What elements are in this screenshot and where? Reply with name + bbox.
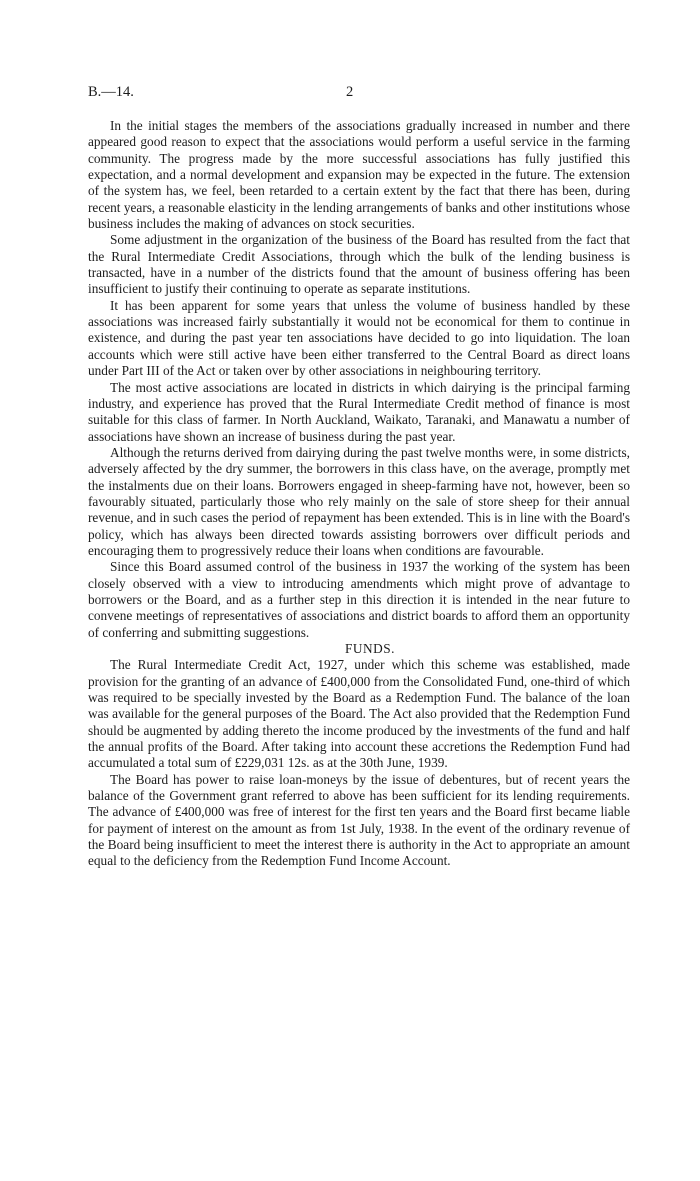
paragraph-borrowers: Although the returns derived from dairying during the past twelve months were, in some districts, adversely affected by the dry summer, the borrowers in this class have, on the average, promptly met the instalments due on their loans. Borrowers engaged in sheep-farming have not, however, been so favourably situated, particularly those who rely mainly on the sale of store sheep for their annual revenue, and in such cases the period of repayment has been extended. This is in line with the Board's policy, which has always been directed towards assisting borrowers over difficult periods and encouraging them to progressively reduce their loans when conditions are favourable. [88,444,630,558]
paragraph-dairying-districts: The most active associations are located in districts in which dairying is the principal farming industry, and experience has proved that the Rural Intermediate Credit method of finance is most suitable for this class of farmer. In North Auckland, Waikato, Taranaki, and Manawatu a number of associations have shown an increase of business during the past year. [88,379,630,444]
paragraph-loan-moneys: The Board has power to raise loan-moneys by the issue of debentures, but of recent years the balance of the Government grant referred to above has been sufficient for its lending requirements. The advance of £400,000 was free of interest for the first ten years and the Board first became liable for payment of interest on the amount as from 1st July, 1938. In the event of the ordinary revenue of the Board being insufficient to meet the interest there is authority in the Act to appropriate an amount equal to the deficiency from the Redemption Fund Income Account. [88,771,630,869]
paragraph-membership: In the initial stages the members of the associations gradually increased in number and there appeared good reason to expect that the associations would perform a useful service in the farming community. The progress made by the more successful associations has fully justified this expectation, and a normal development and expansion may be expected in the future. The extension of the system has, we feel, been retarded to a certain extent by the fact that there has been, during recent years, a reasonable elasticity in the lending arrangements of banks and other institutions whose business includes the making of advances on stock securities. [88,118,630,232]
paragraph-act-provision: The Rural Intermediate Credit Act, 1927, under which this scheme was established, made provision for the granting of an advance of £400,000 from the Consolidated Fund, one-third of which was required to be specially invested by the Board as a Redemption Fund. The balance of the loan was available for the general purposes of the Board. The Act also provided that the Redemption Fund should be augmented by adding thereto the income produced by the investments of the fund and half the annual profits of the Board. After taking into account these accretions the Redemption Fund had accumulated a total sum of £229,031 12s. as at the 30th June, 1939. [88,657,630,771]
paragraph-liquidation: It has been apparent for some years that unless the volume of business handled by these associations was increased fairly substantially it would not be economical for them to continue in existence, and during the past year ten associations have decided to go into liquidation. The loan accounts which were still active have been either transferred to the Central Board as direct loans under Part III of the Act or taken over by other associations in neighbouring territory. [88,297,630,379]
document-body [88,118,630,870]
paragraph-organization: Some adjustment in the organization of the business of the Board has resulted from the fact that the Rural Intermediate Credit Associations, through which the bulk of the lending business is transacted, have in a number of the districts found that the amount of business offering has been insufficient to justify their continuing to operate as separate institutions. [88,232,630,297]
page-number: 2 [346,84,354,100]
page-header [88,84,628,104]
document-reference: B.—14. [88,84,134,100]
section-heading-funds: FUNDS. [345,641,395,656]
paragraph-board-control: Since this Board assumed control of the business in 1937 the working of the system has been closely observed with a view to introducing amendments which might prove of advantage to borrowers or the Board, and as a further step in this direction it is intended in the near future to convene meetings of representatives of associations and district boards to afford them an opportunity of conferring and submitting suggestions. [88,559,630,640]
